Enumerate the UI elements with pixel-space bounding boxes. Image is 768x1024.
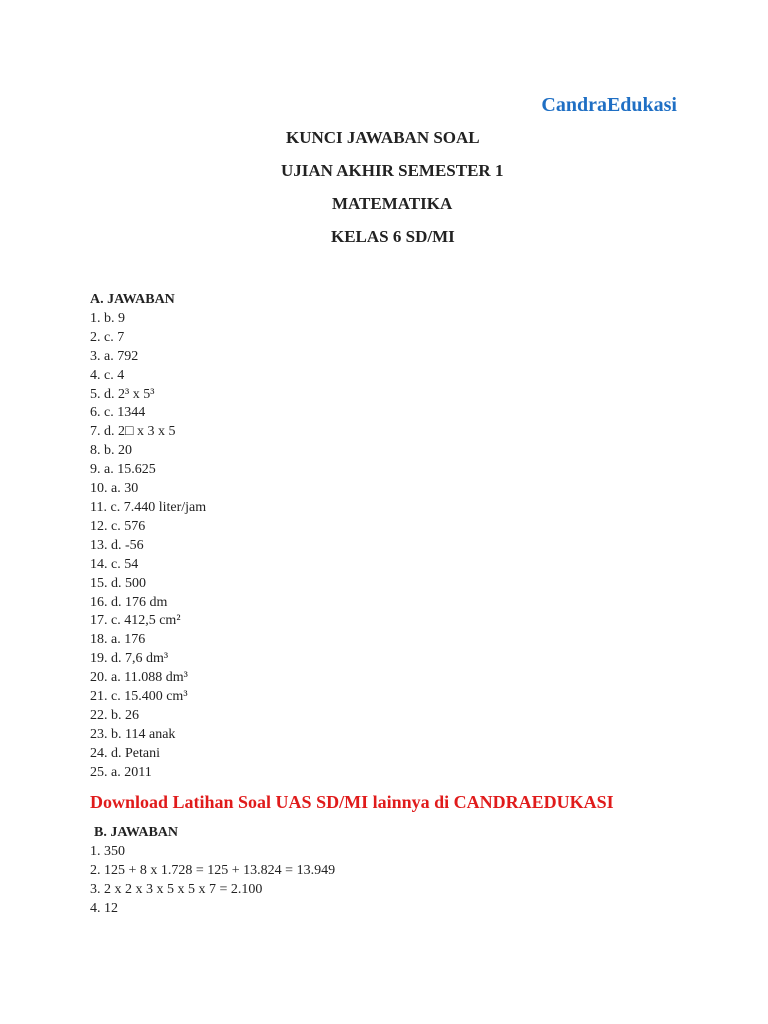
title-line-answer-key: KUNCI JAWABAN SOAL [286,128,480,147]
section-a-answer-list [90,310,206,783]
answer-item: 16. d. 176 dm [90,594,168,610]
title-line-subject: MATEMATIKA [332,194,453,213]
answer-item: 7. d. 2□ x 3 x 5 [90,424,176,440]
answer-item: 21. c. 15.400 cm³ [90,689,188,705]
answer-item: 17. c. 412,5 cm² [90,613,181,629]
answer-item: 23. b. 114 anak [90,726,176,742]
title-line-exam: UJIAN AKHIR SEMESTER 1 [281,161,504,180]
answer-item: 3. 2 x 2 x 3 x 5 x 5 x 7 = 2.100 [90,881,263,897]
answer-item: 18. a. 176 [90,632,146,648]
brand-name: CandraEdukasi [541,94,677,116]
answer-item: 8. b. 20 [90,443,132,459]
answer-item: 2. 125 + 8 x 1.728 = 125 + 13.824 = 13.949 [90,862,336,878]
section-a-heading: A. JAWABAN [90,292,175,307]
section-a [90,291,206,783]
answer-item: 19. d. 7,6 dm³ [90,651,169,667]
answer-item: 10. a. 30 [90,481,139,497]
section-b-answer-list [90,843,335,919]
answer-item: 4. 12 [90,900,118,916]
answer-item: 11. c. 7.440 liter/jam [90,499,207,515]
answer-item: 1. b. 9 [90,310,125,326]
section-b-heading: B. JAWABAN [94,825,179,840]
answer-item: 13. d. -56 [90,537,144,553]
answer-item: 25. a. 2011 [90,764,152,780]
title-line-grade: KELAS 6 SD/MI [331,227,455,246]
answer-item: 9. a. 15.625 [90,462,156,478]
answer-item: 3. a. 792 [90,348,139,364]
answer-item: 15. d. 500 [90,575,146,591]
answer-item: 6. c. 1344 [90,405,146,421]
answer-item: 12. c. 576 [90,518,146,534]
answer-item: 2. c. 7 [90,329,125,345]
answer-item: 5. d. 2³ x 5³ [90,386,155,402]
section-b [90,824,335,919]
answer-item: 20. a. 11.088 dm³ [90,670,188,686]
answer-item: 4. c. 4 [90,367,125,383]
answer-item: 14. c. 54 [90,556,139,572]
answer-item: 1. 350 [90,843,125,859]
answer-item: 22. b. 26 [90,707,139,723]
answer-item: 24. d. Petani [90,745,160,761]
download-link[interactable]: Download Latihan Soal UAS SD/MI lainnya di CANDRAEDUKASI [90,792,614,812]
